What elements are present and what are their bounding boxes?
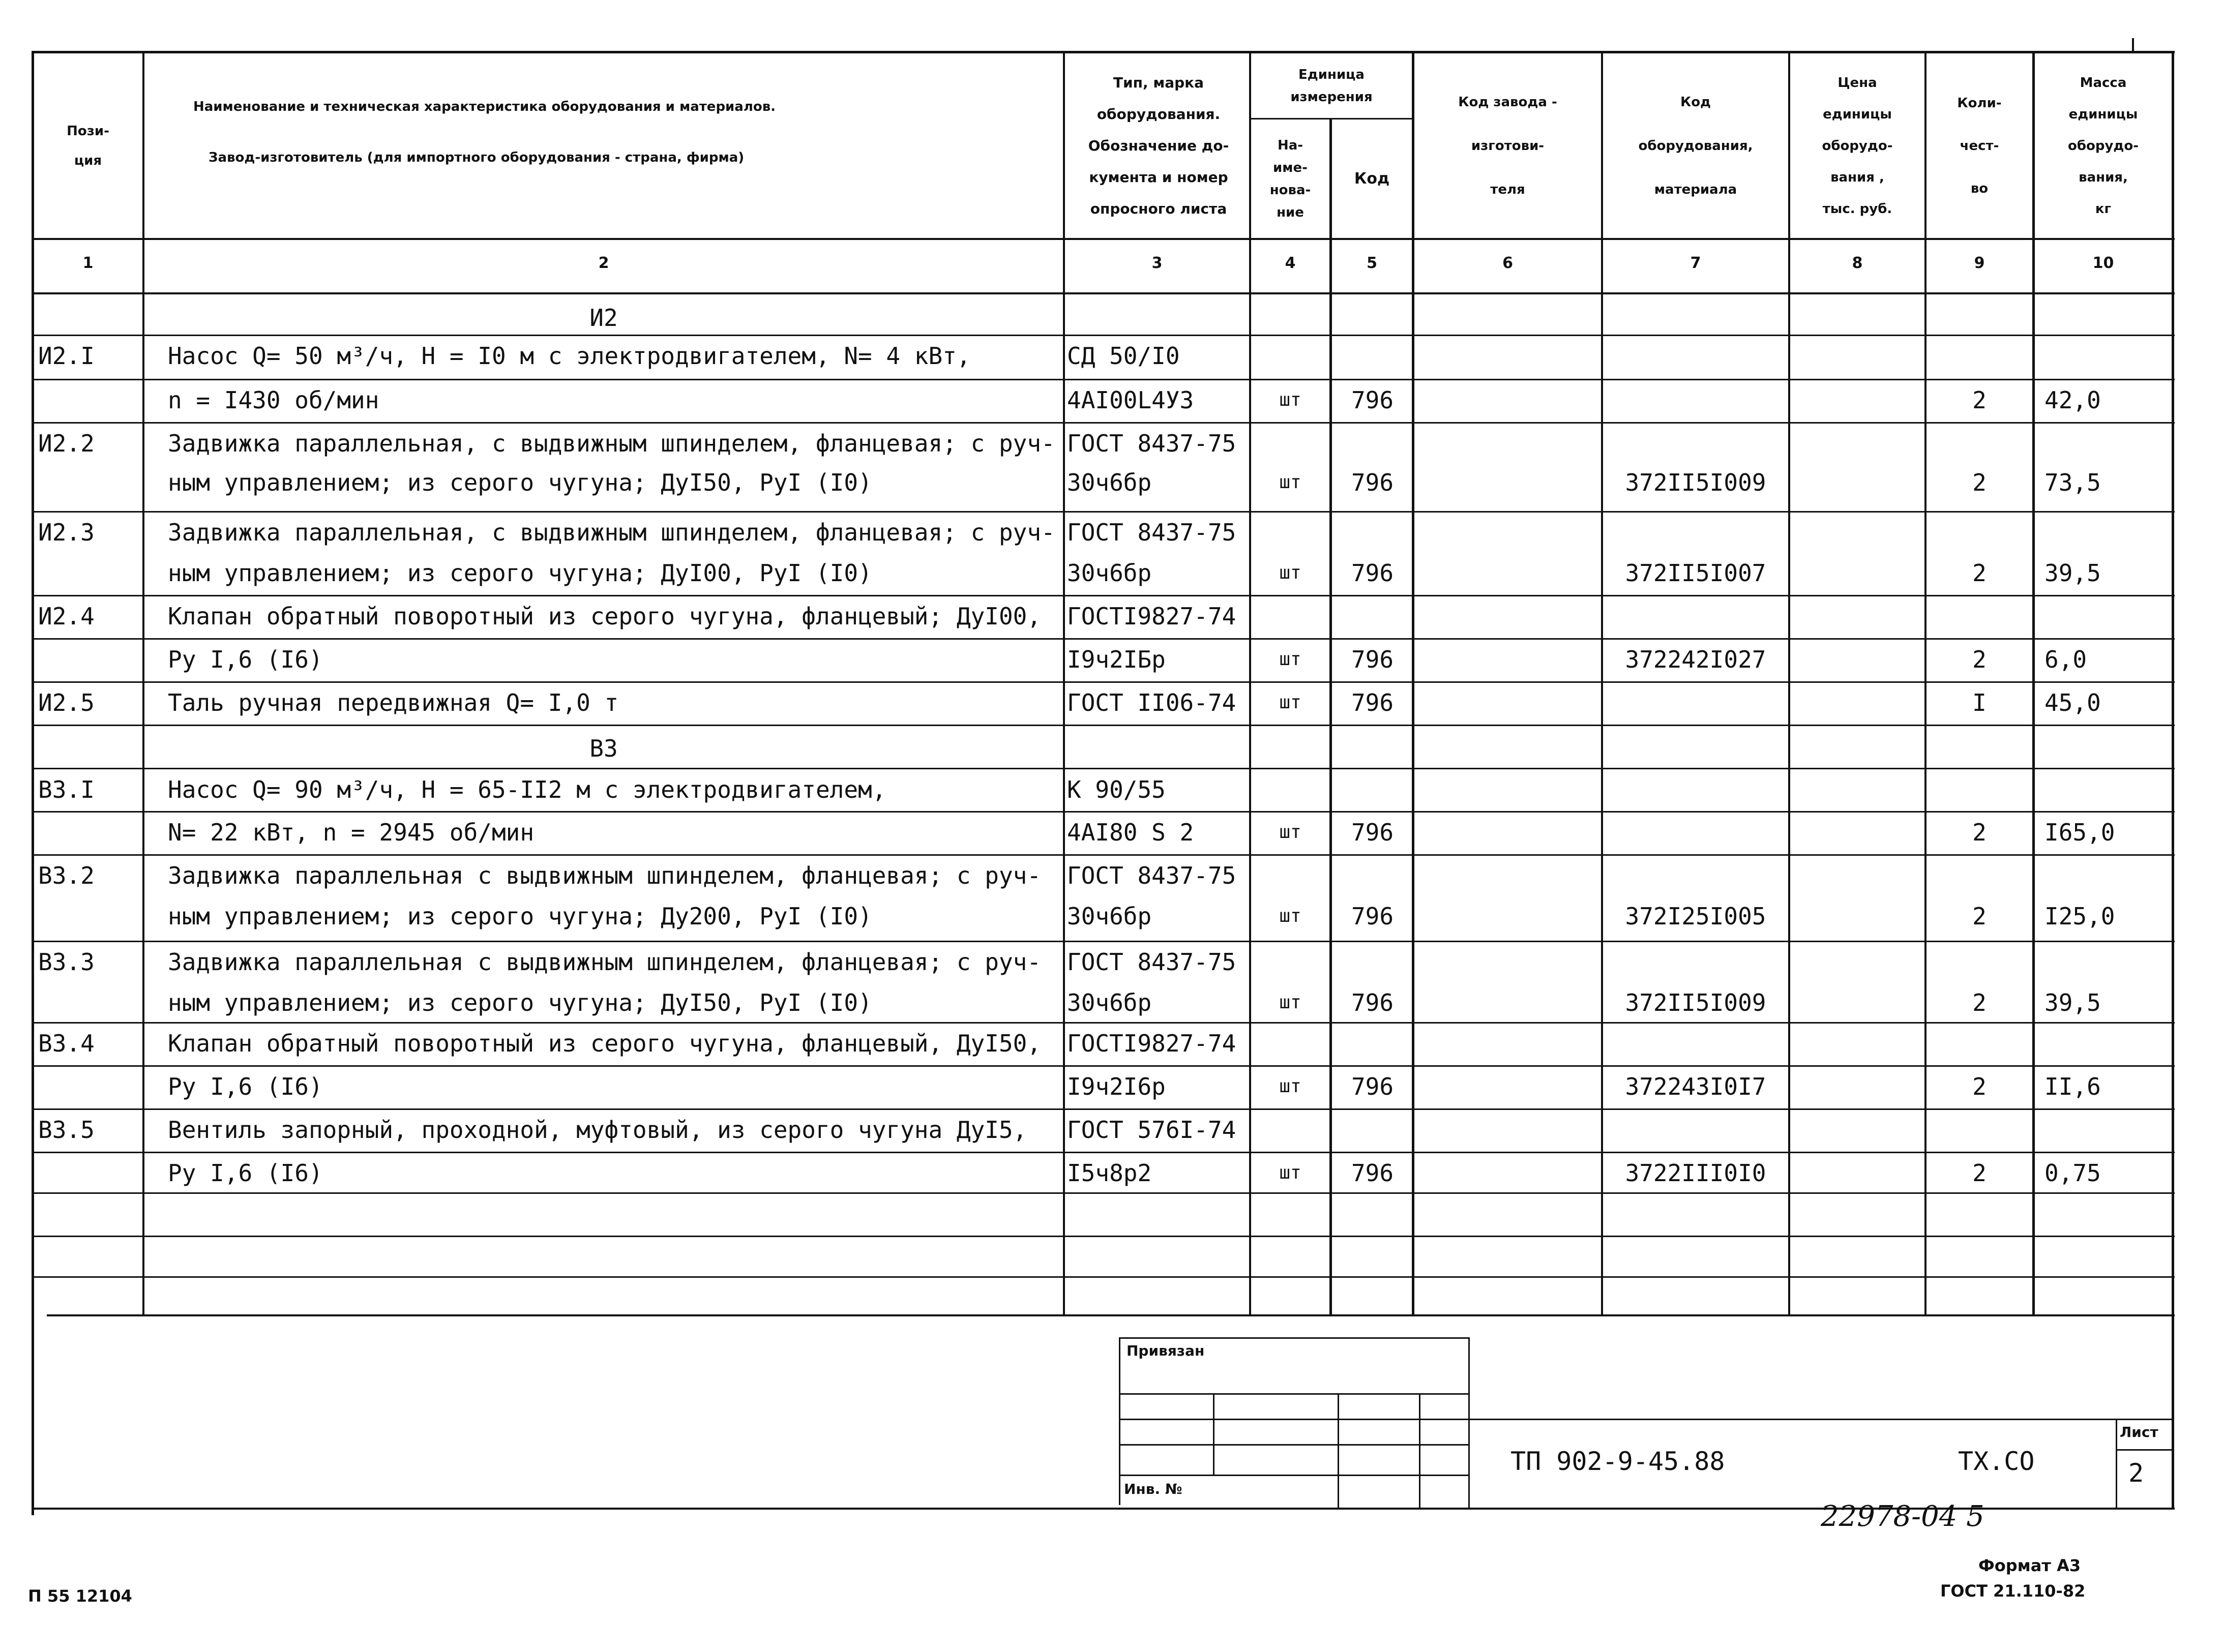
- cell-type: 4AI80 S 2: [1067, 819, 1194, 846]
- cell-unit: шт: [1279, 1076, 1301, 1097]
- cell-name: ным управлением; из серого чугуна; Ду200, РуI (I0): [168, 903, 872, 930]
- col-number: 9: [1974, 254, 1985, 272]
- section-title: И2: [589, 304, 618, 332]
- header-price: Цена единицы оборудо- вания , тыс. руб.: [1822, 75, 1893, 217]
- cell-unit: шт: [1279, 472, 1301, 493]
- cell-mass: 45,0: [2044, 689, 2101, 716]
- cell-name: Таль ручная передвижная Q= I,0 т: [168, 689, 619, 716]
- cell-unit: шт: [1279, 992, 1301, 1013]
- sheet-number: 2: [2128, 1458, 2144, 1488]
- cell-type: I9ч2I6р: [1067, 1073, 1166, 1100]
- cell-position: И2.3: [38, 519, 95, 546]
- cell-name: Клапан обратный поворотный из серого чугуна, фланцевый, ДуI50,: [168, 1030, 1042, 1057]
- cell-equipment-code: 372I25I005: [1625, 903, 1766, 930]
- cell-mass: 0,75: [2044, 1159, 2101, 1187]
- cell-type: 4AI00L4У3: [1067, 386, 1194, 414]
- cell-unit-code: 796: [1351, 559, 1394, 587]
- cell-mass: II,6: [2044, 1073, 2101, 1100]
- handwritten-number: 22978-04 5: [1821, 1500, 1984, 1533]
- section-title: В3: [589, 735, 618, 762]
- cell-mass: 39,5: [2044, 989, 2101, 1016]
- cell-type: СД 50/I0: [1067, 342, 1180, 370]
- cell-type: 30ч6бр: [1067, 469, 1152, 496]
- cell-quantity: 2: [1972, 559, 1987, 587]
- cell-equipment-code: 372243I0I7: [1625, 1073, 1766, 1100]
- cell-unit: шт: [1279, 389, 1301, 410]
- cell-unit: шт: [1279, 692, 1301, 713]
- cell-unit-code: 796: [1351, 819, 1394, 846]
- cell-unit-code: 796: [1351, 386, 1394, 414]
- header-type: Тип, марка оборудования. Обозначение до- кумента и номер опросного листа: [1088, 74, 1229, 217]
- cell-type: ГОСТ 576I-74: [1067, 1116, 1236, 1144]
- cell-unit-code: 796: [1351, 469, 1394, 496]
- header-quantity: Коли- чест- во: [1957, 95, 2002, 196]
- col-number: 7: [1690, 254, 1701, 272]
- left-code: П 55 12104: [28, 1586, 132, 1606]
- col-number: 8: [1852, 254, 1863, 272]
- cell-type: ГОСТI9827-74: [1067, 1030, 1236, 1057]
- cell-position: В3.5: [38, 1116, 95, 1144]
- header-unit-group: Единица измерения: [1290, 67, 1373, 105]
- cell-unit-code: 796: [1351, 646, 1394, 673]
- cell-type: 30ч6бр: [1067, 903, 1152, 930]
- cell-unit-code: 796: [1351, 689, 1394, 716]
- cell-type: 30ч6бр: [1067, 989, 1152, 1016]
- col-number: 1: [82, 254, 94, 272]
- cell-quantity: 2: [1972, 819, 1987, 846]
- cell-quantity: 2: [1972, 386, 1987, 414]
- cell-unit: шт: [1279, 906, 1301, 926]
- col-number: 3: [1151, 254, 1163, 272]
- cell-unit-code: 796: [1351, 1159, 1394, 1187]
- cell-position: В3.4: [38, 1030, 95, 1057]
- cell-mass: I25,0: [2044, 903, 2115, 930]
- cell-name: ным управлением; из серого чугуна; ДуI00, РуI (I0): [168, 559, 872, 587]
- cell-mass: 6,0: [2044, 646, 2087, 673]
- cell-name: Задвижка параллельная, с выдвижным шпинделем, фланцевая; с руч-: [168, 430, 1055, 457]
- cell-type: ГОСТ 8437-75: [1067, 948, 1236, 976]
- cell-name: Ру I,6 (I6): [168, 1159, 323, 1187]
- cell-name: Задвижка параллельная с выдвижным шпинделем, фланцевая; с руч-: [168, 948, 1042, 976]
- cell-equipment-code: 372II5I007: [1625, 559, 1766, 587]
- header-unit-name: На- име- нова- ние: [1269, 138, 1311, 220]
- cell-position: И2.4: [38, 603, 95, 630]
- cell-unit-code: 796: [1351, 989, 1394, 1016]
- cell-name: Задвижка параллельная, с выдвижным шпинделем, фланцевая; с руч-: [168, 519, 1055, 546]
- header-equipment-code: Код оборудования, материала: [1638, 94, 1753, 197]
- cell-mass: 39,5: [2044, 559, 2101, 587]
- cell-name: ным управлением; из серого чугуна; ДуI50, РуI (I0): [168, 989, 872, 1016]
- cell-quantity: 2: [1972, 903, 1987, 930]
- header-unit-code: Код: [1354, 170, 1390, 188]
- cell-quantity: 2: [1972, 1073, 1987, 1100]
- cell-type: 30ч6бр: [1067, 559, 1152, 587]
- cell-unit: шт: [1279, 649, 1301, 670]
- cell-mass: 42,0: [2044, 386, 2101, 414]
- cell-name: Задвижка параллельная с выдвижным шпинделем, фланцевая; с руч-: [168, 862, 1042, 889]
- header-name-line1: Наименование и техническая характеристика оборудования и материалов.: [193, 99, 776, 114]
- cell-name: Клапан обратный поворотный из серого чугуна, фланцевый; ДуI00,: [168, 603, 1042, 630]
- header-name-line2: Завод-изготовитель (для импортного оборудования - страна, фирма): [209, 150, 745, 165]
- cell-quantity: 2: [1972, 469, 1987, 496]
- cell-type: К 90/55: [1067, 776, 1166, 803]
- cell-type: ГОСТI9827-74: [1067, 603, 1236, 630]
- cell-equipment-code: 3722III0I0: [1625, 1159, 1766, 1187]
- cell-type: I9ч2IБр: [1067, 646, 1166, 673]
- cell-quantity: I: [1972, 689, 1987, 716]
- cell-unit: шт: [1279, 822, 1301, 843]
- cell-equipment-code: 372II5I009: [1625, 469, 1766, 496]
- cell-unit-code: 796: [1351, 1073, 1394, 1100]
- cell-equipment-code: 372242I027: [1625, 646, 1766, 673]
- stamp-privyazan: Привязан: [1127, 1342, 1205, 1359]
- cell-name: Насос Q= 90 м³/ч, Н = 65-II2 м с электродвигателем,: [168, 776, 886, 803]
- cell-type: ГОСТ 8437-75: [1067, 862, 1236, 889]
- sheet-label: Лист: [2120, 1424, 2158, 1440]
- cell-equipment-code: 372II5I009: [1625, 989, 1766, 1016]
- cell-position: В3.I: [38, 776, 95, 803]
- cell-name: Вентиль запорный, проходной, муфтовый, из серого чугуна ДуI5,: [168, 1116, 1027, 1144]
- cell-name: n = I430 об/мин: [168, 386, 379, 414]
- cell-unit: шт: [1279, 562, 1301, 583]
- cell-position: В3.3: [38, 948, 95, 976]
- col-number: 4: [1285, 254, 1296, 272]
- cell-quantity: 2: [1972, 646, 1987, 673]
- cell-name: N= 22 кВт, n = 2945 об/мин: [168, 819, 535, 846]
- cell-type: I5ч8р2: [1067, 1159, 1152, 1187]
- col-number: 5: [1367, 254, 1377, 272]
- cell-position: И2.I: [38, 342, 95, 370]
- cell-unit: шт: [1279, 1162, 1301, 1183]
- cell-quantity: 2: [1972, 989, 1987, 1016]
- col-number: 10: [2092, 254, 2114, 272]
- stamp-inv-no: Инв. №: [1124, 1481, 1182, 1497]
- cell-mass: I65,0: [2044, 819, 2115, 846]
- doc-mark: ТХ.СО: [1958, 1447, 2035, 1476]
- cell-type: ГОСТ 8437-75: [1067, 430, 1236, 457]
- cell-quantity: 2: [1972, 1159, 1987, 1187]
- cell-name: Ру I,6 (I6): [168, 1073, 323, 1100]
- gost-label: ГОСТ 21.110-82: [1940, 1581, 2086, 1601]
- cell-name: ным управлением; из серого чугуна; ДуI50, РуI (I0): [168, 469, 872, 496]
- format-label: Формат А3: [1978, 1556, 2081, 1575]
- header-mass: Масса единицы оборудо- вания, кг: [2067, 75, 2139, 217]
- cell-type: ГОСТ II06-74: [1067, 689, 1236, 716]
- header-factory-code: Код завода - изготови- теля: [1458, 94, 1557, 197]
- cell-mass: 73,5: [2044, 469, 2101, 496]
- cell-unit-code: 796: [1351, 903, 1394, 930]
- cell-position: И2.2: [38, 430, 95, 457]
- cell-name: Ру I,6 (I6): [168, 646, 323, 673]
- cell-name: Насос Q= 50 м³/ч, Н = I0 м с электродвигателем, N= 4 кВт,: [168, 342, 971, 370]
- cell-position: В3.2: [38, 862, 95, 889]
- col-number: 6: [1502, 254, 1513, 272]
- header-position: Пози- ция: [67, 123, 109, 168]
- cell-type: ГОСТ 8437-75: [1067, 519, 1236, 546]
- col-number: 2: [598, 254, 609, 272]
- doc-code: ТП 902-9-45.88: [1510, 1447, 1725, 1476]
- cell-position: И2.5: [38, 689, 95, 716]
